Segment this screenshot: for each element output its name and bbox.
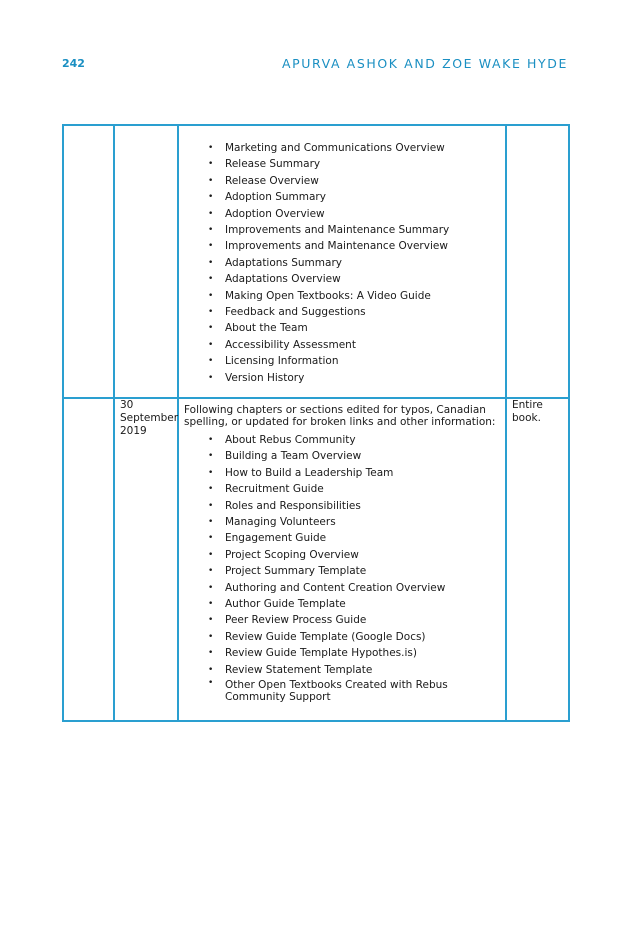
list-item: • Other Open Textbooks Created with Rebus Community Support (225, 678, 505, 703)
list-item: • Accessibility Assessment (225, 337, 505, 353)
table-cell-changes (178, 398, 506, 721)
table-row (63, 398, 569, 721)
list-item: • Feedback and Suggestions (225, 304, 505, 320)
page-number: 242 (62, 57, 85, 70)
revision-table (62, 124, 570, 722)
list-item: • Marketing and Communications Overview (225, 140, 505, 156)
table-cell-empty (506, 125, 569, 398)
list-item: • Release Overview (225, 173, 505, 189)
list-item: • Author Guide Template (225, 596, 505, 612)
list-item: • Review Guide Template Hypothes.is) (225, 645, 505, 661)
table-cell-empty (63, 125, 114, 398)
changes-intro: Following chapters or sections edited for typos, Canadian spelling, or updated for broken links and other information: (184, 404, 496, 428)
list-item: • Managing Volunteers (225, 514, 505, 530)
list-item: • Adaptations Overview (225, 271, 505, 287)
list-item: • Adaptations Summary (225, 255, 505, 271)
list-item: • Building a Team Overview (225, 448, 505, 464)
list-item: • Review Statement Template (225, 662, 505, 678)
table-cell-changes (178, 125, 506, 398)
list-item: • Adoption Overview (225, 206, 505, 222)
list-item: • Roles and Responsibilities (225, 498, 505, 514)
table-cell-empty (114, 125, 178, 398)
list-item: • Engagement Guide (225, 530, 505, 546)
table-row (63, 125, 569, 398)
running-head: APURVA ASHOK AND ZOE WAKE HYDE (281, 56, 568, 71)
list-item: • Adoption Summary (225, 189, 505, 205)
list-item: • Version History (225, 370, 505, 386)
changes-list (179, 126, 505, 386)
changes-list (179, 432, 505, 703)
list-item: • Review Guide Template (Google Docs) (225, 629, 505, 645)
list-item: • Improvements and Maintenance Summary (225, 222, 505, 238)
list-item: • How to Build a Leadership Team (225, 465, 505, 481)
list-item: • Licensing Information (225, 353, 505, 369)
list-item: • About the Team (225, 320, 505, 336)
date-cell: 30 September 2019 (114, 398, 178, 721)
list-item: • Authoring and Content Creation Overview (225, 580, 505, 596)
list-item: • Peer Review Process Guide (225, 612, 505, 628)
list-item: • Project Scoping Overview (225, 547, 505, 563)
table-cell-empty (63, 398, 114, 721)
list-item: • Recruitment Guide (225, 481, 505, 497)
list-item: • About Rebus Community (225, 432, 505, 448)
list-item: • Improvements and Maintenance Overview (225, 238, 505, 254)
list-item: • Release Summary (225, 156, 505, 172)
list-item: • Making Open Textbooks: A Video Guide (225, 288, 505, 304)
scope-cell: Entire book. (506, 398, 569, 721)
list-item: • Project Summary Template (225, 563, 505, 579)
